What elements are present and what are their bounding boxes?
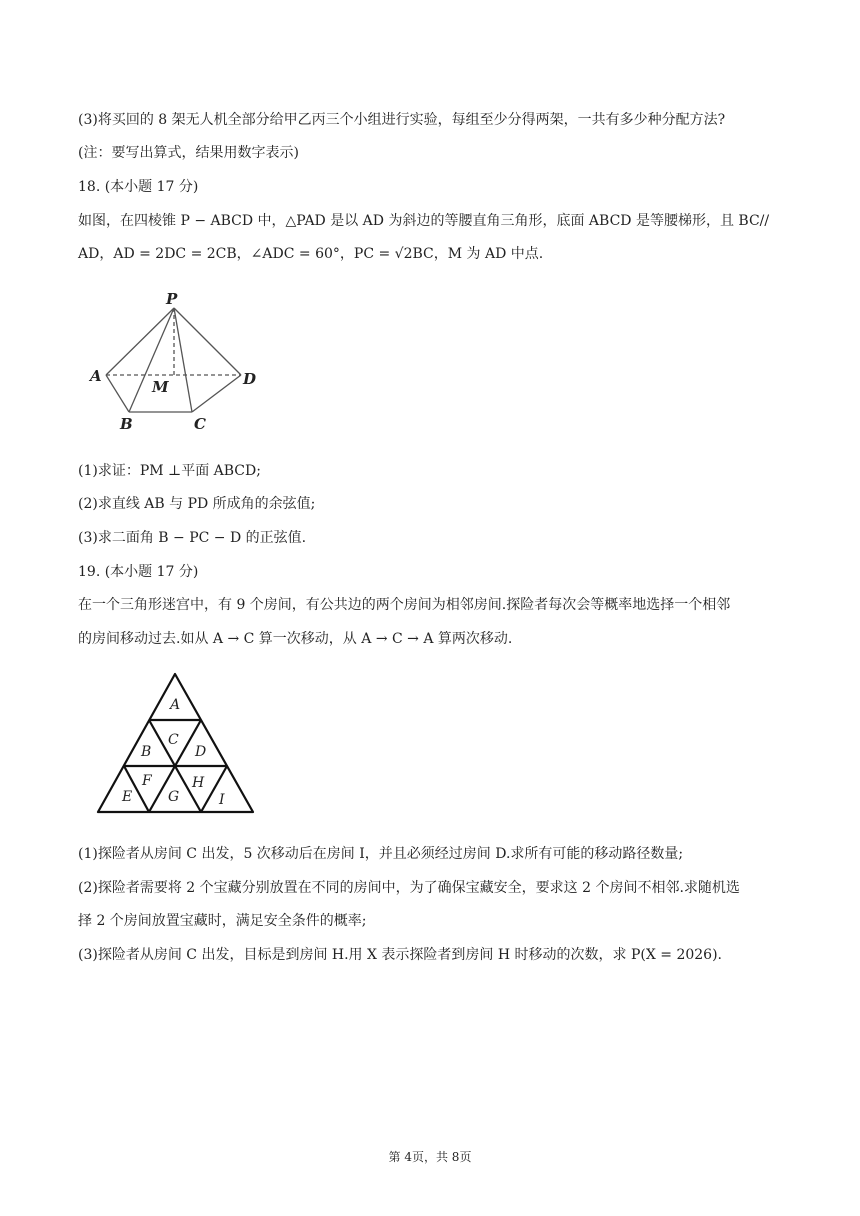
label-P: P — [166, 290, 178, 308]
q18-part2: (2)求直线 AB 与 PD 所成角的余弦值; — [78, 496, 316, 512]
q18-stem-line1: 如图，在四棱锥 P − ABCD 中，△PAD 是以 AD 为斜边的等腰直角三角形，底面 ABCD 是等腰梯形，且 BC// — [78, 213, 770, 229]
q19-stem-line2: 的房间移动过去.如从 A → C 算一次移动，从 A → C → A 算两次移动. — [78, 631, 513, 647]
pyramid-figure — [86, 288, 266, 436]
label-B: B — [120, 415, 133, 433]
q18-stem-line2: AD，AD = 2DC = 2CB，∠ADC = 60°，PC = √2BC，M 为 AD 中点. — [78, 246, 544, 262]
q18-part1: (1)求证：PM ⊥平面 ABCD; — [78, 463, 261, 479]
q18-header: 18. (本小题 17 分) — [78, 179, 199, 195]
page-footer: 第 4页，共 8页 — [388, 1150, 472, 1164]
q17-part3-line2: (注：要写出算式，结果用数字表示) — [78, 145, 299, 161]
q19-part2-line1: (2)探险者需要将 2 个宝藏分别放置在不同的房间中，为了确保宝藏安全，要求这 2 个房间不相邻.求随机选 — [78, 880, 740, 896]
q19-part2-line2: 择 2 个房间放置宝藏时，满足安全条件的概率; — [78, 913, 367, 929]
room-C: C — [168, 732, 179, 748]
q19-part3: (3)探险者从房间 C 出发，目标是到房间 H.用 X 表示探险者到房间 H 时移动的次数，求 P(X = 2026). — [78, 947, 722, 963]
label-A: A — [90, 367, 102, 385]
q19-part1: (1)探险者从房间 C 出发，5 次移动后在房间 I，并且必须经过房间 D.求所有可能的移动路径数量; — [78, 846, 684, 862]
q19-header: 19. (本小题 17 分) — [78, 564, 199, 580]
q19-stem-line1: 在一个三角形迷宫中，有 9 个房间，有公共边的两个房间为相邻房间.探险者每次会等概率地选择一个相邻 — [78, 597, 731, 613]
room-E: E — [122, 789, 133, 805]
room-I: I — [219, 792, 225, 808]
label-C: C — [194, 415, 206, 433]
label-D: D — [243, 370, 257, 388]
room-B: B — [141, 744, 152, 760]
q17-part3-line1: (3)将买回的 8 架无人机全部分给甲乙丙三个小组进行实验，每组至少分得两架，一共有多少种分配方法? — [78, 112, 726, 128]
q18-part3: (3)求二面角 B − PC − D 的正弦值. — [78, 530, 307, 546]
label-M: M — [152, 378, 169, 396]
room-D: D — [195, 744, 207, 760]
triangle-maze-figure — [94, 672, 260, 817]
room-G: G — [168, 789, 180, 805]
room-H: H — [192, 775, 205, 791]
room-A: A — [170, 697, 181, 713]
room-F: F — [142, 773, 152, 789]
